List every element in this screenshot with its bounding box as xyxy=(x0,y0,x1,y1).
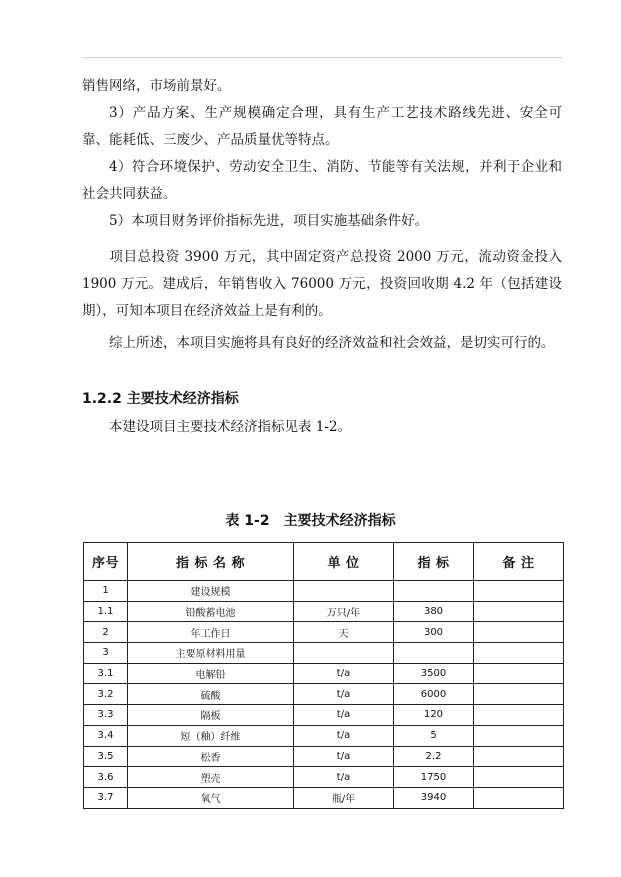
cell-remark xyxy=(474,767,564,788)
cell-name: 年工作日 xyxy=(128,622,294,643)
cell-unit: t/a xyxy=(294,684,394,705)
cell-seq: 2 xyxy=(84,622,128,643)
cell-name: 建设规模 xyxy=(128,581,294,602)
section-intro-text: 本建设项目主要技术经济指标见表 1-2。 xyxy=(109,419,352,435)
cell-unit: t/a xyxy=(294,746,394,767)
paragraph-market xyxy=(82,73,562,100)
cell-value: 6000 xyxy=(394,684,474,705)
paragraph-conclusion xyxy=(82,330,562,357)
table-row xyxy=(84,581,564,602)
cell-name: 铅酸蓄电池 xyxy=(128,601,294,622)
cell-unit xyxy=(294,643,394,664)
cell-seq: 3.7 xyxy=(84,787,128,808)
paragraph-text: 项目总投资 3900 万元，其中固定资产总投资 2000 万元，流动资金投入 1900 万元。建成后，年销售收入 76000 万元，投资回收期 4.2 年（包括建设期），可知本项目在经济效益上是有利的。 xyxy=(82,249,562,319)
indicator-table xyxy=(83,542,564,809)
header-remarks: 备 注 xyxy=(474,543,564,581)
cell-remark xyxy=(474,663,564,684)
cell-value xyxy=(394,643,474,664)
cell-name: 主要原材料用量 xyxy=(128,643,294,664)
header-rule xyxy=(82,57,562,58)
cell-remark xyxy=(474,725,564,746)
table-row xyxy=(84,705,564,726)
table-caption: 表 1-2 主要技术经济指标 xyxy=(225,513,396,529)
paragraph-point-4 xyxy=(82,154,562,208)
cell-value: 120 xyxy=(394,705,474,726)
cell-seq: 3.6 xyxy=(84,767,128,788)
section-heading: 1.2.2 主要技术经济指标 xyxy=(82,391,239,407)
cell-name: 氧气 xyxy=(128,787,294,808)
paragraph-point-5 xyxy=(82,208,562,235)
cell-seq: 3.2 xyxy=(84,684,128,705)
header-indicator-name: 指 标 名 称 xyxy=(128,543,294,581)
cell-unit xyxy=(294,581,394,602)
cell-unit: 天 xyxy=(294,622,394,643)
cell-remark xyxy=(474,622,564,643)
cell-value: 2.2 xyxy=(394,746,474,767)
cell-seq: 3.5 xyxy=(84,746,128,767)
section-intro xyxy=(82,414,562,441)
cell-remark xyxy=(474,746,564,767)
cell-value: 5 xyxy=(394,725,474,746)
cell-value: 380 xyxy=(394,601,474,622)
cell-value xyxy=(394,581,474,602)
cell-name: 隔板 xyxy=(128,705,294,726)
header-indicator-value: 指 标 xyxy=(394,543,474,581)
cell-unit: t/a xyxy=(294,705,394,726)
table-row xyxy=(84,746,564,767)
cell-value: 3500 xyxy=(394,663,474,684)
table-row xyxy=(84,725,564,746)
table-row xyxy=(84,643,564,664)
header-seq: 序号 xyxy=(84,543,128,581)
cell-name: 电解铅 xyxy=(128,663,294,684)
cell-value: 300 xyxy=(394,622,474,643)
cell-remark xyxy=(474,581,564,602)
paragraph-text: 3）产品方案、生产规模确定合理，具有生产工艺技术路线先进、安全可靠、能耗低、三废少、产品质量优等特点。 xyxy=(82,105,562,148)
cell-remark xyxy=(474,684,564,705)
table-row xyxy=(84,601,564,622)
cell-seq: 3.3 xyxy=(84,705,128,726)
cell-seq: 3.1 xyxy=(84,663,128,684)
cell-seq: 1 xyxy=(84,581,128,602)
cell-remark xyxy=(474,643,564,664)
cell-remark xyxy=(474,705,564,726)
cell-seq: 3.4 xyxy=(84,725,128,746)
cell-value: 3940 xyxy=(394,787,474,808)
table-row xyxy=(84,684,564,705)
cell-value: 1750 xyxy=(394,767,474,788)
paragraph-text: 5）本项目财务评价指标先进，项目实施基础条件好。 xyxy=(109,213,429,229)
paragraph-investment xyxy=(82,244,562,325)
cell-seq: 1.1 xyxy=(84,601,128,622)
header-unit: 单 位 xyxy=(294,543,394,581)
table-header-row xyxy=(84,543,564,581)
paragraph-text: 综上所述，本项目实施将具有良好的经济效益和社会效益，是切实可行的。 xyxy=(109,335,555,351)
cell-name: 短（釉）纤维 xyxy=(128,725,294,746)
cell-remark xyxy=(474,601,564,622)
cell-unit: 瓶/年 xyxy=(294,787,394,808)
cell-name: 松香 xyxy=(128,746,294,767)
cell-unit: t/a xyxy=(294,663,394,684)
cell-unit: t/a xyxy=(294,725,394,746)
cell-remark xyxy=(474,787,564,808)
table-row xyxy=(84,767,564,788)
paragraph-text: 4）符合环境保护、劳动安全卫生、消防、节能等有关法规，并利于企业和社会共同获益。 xyxy=(82,159,562,202)
cell-seq: 3 xyxy=(84,643,128,664)
paragraph-point-3 xyxy=(82,100,562,154)
table-row xyxy=(84,787,564,808)
cell-unit: 万只/年 xyxy=(294,601,394,622)
table-row xyxy=(84,663,564,684)
cell-unit: t/a xyxy=(294,767,394,788)
cell-name: 硫酸 xyxy=(128,684,294,705)
table-row xyxy=(84,622,564,643)
cell-name: 塑壳 xyxy=(128,767,294,788)
paragraph-text: 销售网络，市场前景好。 xyxy=(82,78,231,94)
